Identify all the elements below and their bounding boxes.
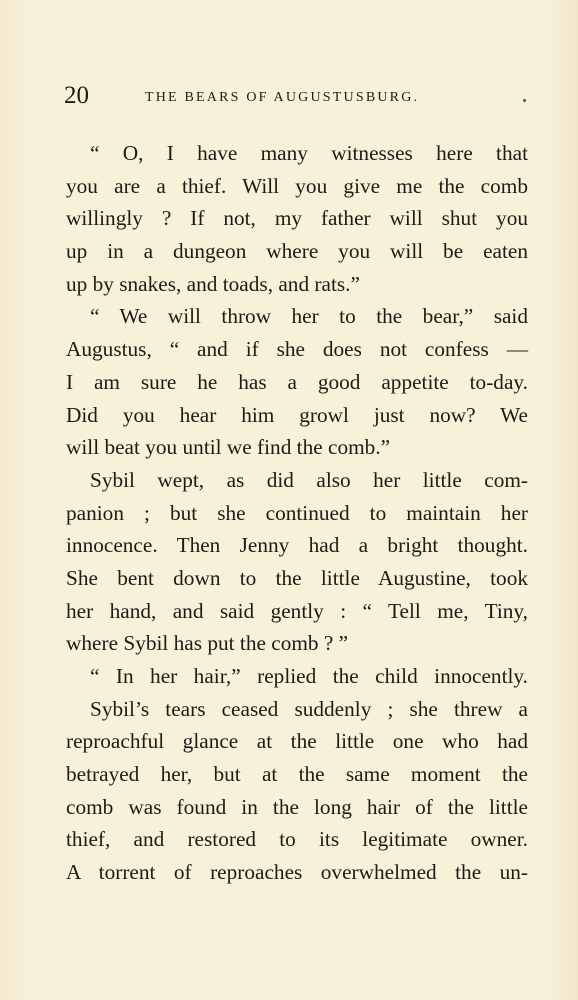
text-line: her hand, and said gently : “ Tell me, Tiny, [66, 598, 528, 623]
text-line: Sybil’s tears ceased suddenly ; she threw a [90, 696, 528, 721]
page-header [64, 82, 529, 110]
text-line: She bent down to the little Augustine, took [66, 565, 528, 590]
ink-speck [523, 99, 526, 102]
text-line: betrayed her, but at the same moment the [66, 762, 528, 787]
text-line: Sybil wept, as did also her little com- [90, 467, 528, 492]
text-line: panion ; but she continued to maintain her [66, 500, 528, 525]
body-text [66, 137, 528, 889]
text-line: A torrent of reproaches overwhelmed the un- [66, 860, 528, 885]
text-line: up in a dungeon where you will be eaten [66, 239, 528, 264]
text-line: willingly ? If not, my father will shut you [66, 206, 528, 231]
text-line: up by snakes, and toads, and rats.” [66, 271, 360, 296]
text-line: will beat you until we find the comb.” [66, 435, 391, 460]
running-head: THE BEARS OF AUGUSTUSBURG. [145, 90, 420, 105]
text-line: where Sybil has put the comb ? ” [66, 631, 349, 656]
text-line: “ We will throw her to the bear,” said [90, 304, 528, 329]
text-line: “ In her hair,” replied the child innocently. [90, 664, 528, 688]
text-line: I am sure he has a good appetite to-day. [66, 369, 528, 394]
text-line: thief, and restored to its legitimate owner. [66, 827, 528, 852]
text-line: “ O, I have many witnesses here that [90, 141, 528, 165]
text-line: innocence. Then Jenny had a bright thought. [66, 533, 528, 558]
text-line: Augustus, “ and if she does not confess — [66, 337, 528, 362]
page-number: 20 [64, 82, 89, 109]
text-line: comb was found in the long hair of the little [66, 794, 528, 819]
text-line: you are a thief. Will you give me the comb [66, 173, 528, 198]
text-line: reproachful glance at the little one who had [66, 729, 528, 754]
text-line: Did you hear him growl just now? We [66, 402, 528, 427]
